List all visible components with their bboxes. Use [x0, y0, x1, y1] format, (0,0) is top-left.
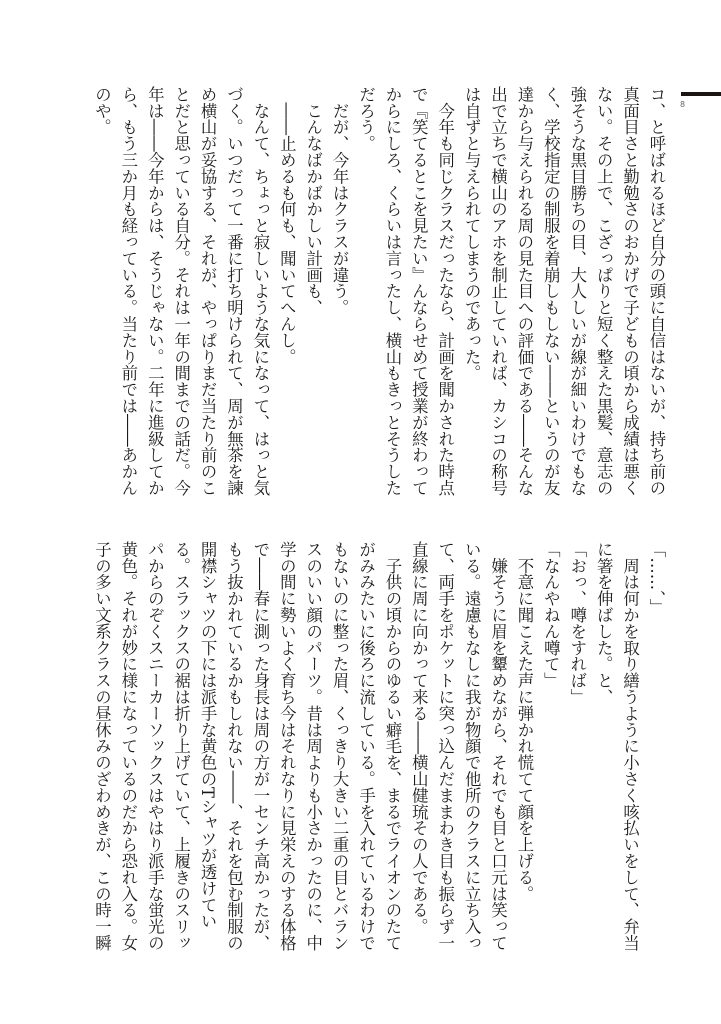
text-line: 嫌そうに眉を顰めながら、それでも目と口元は笑って	[488, 541, 508, 951]
text-line: め横山が妥協する、それが、やっぱりまだ当たり前のこ	[198, 86, 218, 496]
text-line: 直線に周に向かって来る――横山健琉その人である。	[409, 541, 429, 935]
text-line: からにしろ、くらいは言ったし、横山もきっとそうした	[382, 86, 402, 496]
text-line: 周は何かを取り繕うように小さく咳払いをして、弁当	[620, 541, 640, 951]
text-line: ない。その上で、こざっぱりと短く整えた黒髪、意志の	[594, 86, 614, 496]
text-line: 「……、」	[647, 541, 666, 615]
text-line: パからのぞくスニーカーソックスはやはり派手な蛍光の	[145, 541, 165, 951]
text-line: なんて、ちょっと寂しいような気になって、はっと気	[250, 86, 270, 496]
text-line: もないのに整った眉、くっきり大きい二重の目とバラン	[330, 541, 350, 951]
text-line: がみみたいに後ろに流している。手を入れているわけで	[356, 541, 376, 951]
text-line: こんなばかばかしい計画も、	[303, 86, 323, 316]
text-line: 「おっ、噂をすれば」	[567, 541, 587, 705]
text-line: 出で立ちで横山のアホを制止していれば、カシコの称号	[488, 86, 508, 496]
text-line: く、学校指定の制服を着崩しもしない――というのが友	[541, 86, 561, 496]
text-line: 強そうな黒目勝ちの目、大人しいが線が細いわけでもな	[567, 86, 587, 496]
text-line: 学の間に勢いよく育ち今はそれなりに見栄えのする体格	[277, 541, 297, 951]
text-line: ――止めるも何も、聞いてへんし。	[277, 86, 297, 365]
text-line: 真面目さと勤勉さのおかげで子どもの頃から成績は悪く	[620, 86, 640, 496]
text-line: 不意に聞こえた声に弾かれ慌てて顔を上げる。	[514, 541, 534, 902]
text-line: づく。いつだって一番に打ち明けられて、周が無茶を諫	[224, 86, 244, 496]
text-line: で『笑てるとこを見たい』んならせめて授業が終わって	[409, 86, 429, 496]
text-line: ら、もう三か月も経っている。当たり前では――あかん	[118, 86, 138, 496]
text-line: 子供の頃からのゆるい癖毛を、まるでライオンのたて	[382, 541, 402, 951]
text-block-bottom	[88, 541, 669, 961]
text-line: 子の多い文系クラスの昼休みのざわめきが、この時一瞬	[92, 541, 112, 951]
text-line: は自ずと与えられてしまうのであった。	[462, 86, 482, 382]
text-line: る。スラックスの裾は折り上げていて、上履きのスリッ	[171, 541, 191, 951]
text-line: で――春に測った身長は周の方が一センチ高かったが、	[250, 541, 270, 951]
text-line: だろう。	[356, 86, 376, 152]
text-block-top	[88, 86, 669, 506]
text-line: とだと思っている自分。それは一年の間までの話だ。今	[171, 86, 191, 496]
text-line: て、両手をポケットに突っ込んだままわき目も振らず一	[435, 541, 455, 951]
text-line: もう抜かれているかもしれない――、それを包む制服の	[224, 541, 244, 951]
text-line: のや。	[92, 86, 112, 136]
text-line: 年は――今年からは、そうじゃない。二年に進級してか	[145, 86, 165, 496]
text-line: 黄色。それが妙に様になっているのだから恐れ入る。女	[118, 541, 138, 951]
text-line: に箸を伸ばした。と、	[594, 541, 614, 705]
page-header-bar	[681, 92, 721, 96]
text-line: 「なんやねん噂て」	[541, 541, 561, 689]
text-line: 今年も同じクラスだったなら、計画を聞かされた時点	[435, 86, 455, 496]
text-line: スのいい顔のパーツ。昔は周よりも小さかったのに、中	[303, 541, 323, 951]
text-line: コ、と呼ばれるほど自分の頭に自信はないが、持ち前の	[647, 86, 666, 496]
text-line: いる。遠慮もなしに我が物顔で他所のクラスに立ち入っ	[462, 541, 482, 951]
page-number: 8	[680, 100, 686, 109]
text-line: 達から与えられる周の見た目への評価である――そんな	[514, 86, 534, 496]
text-line: 開襟シャツの下には派手な黄色のTシャツが透けてい	[198, 541, 218, 930]
text-line: だが、今年はクラスが違う。	[330, 86, 350, 316]
